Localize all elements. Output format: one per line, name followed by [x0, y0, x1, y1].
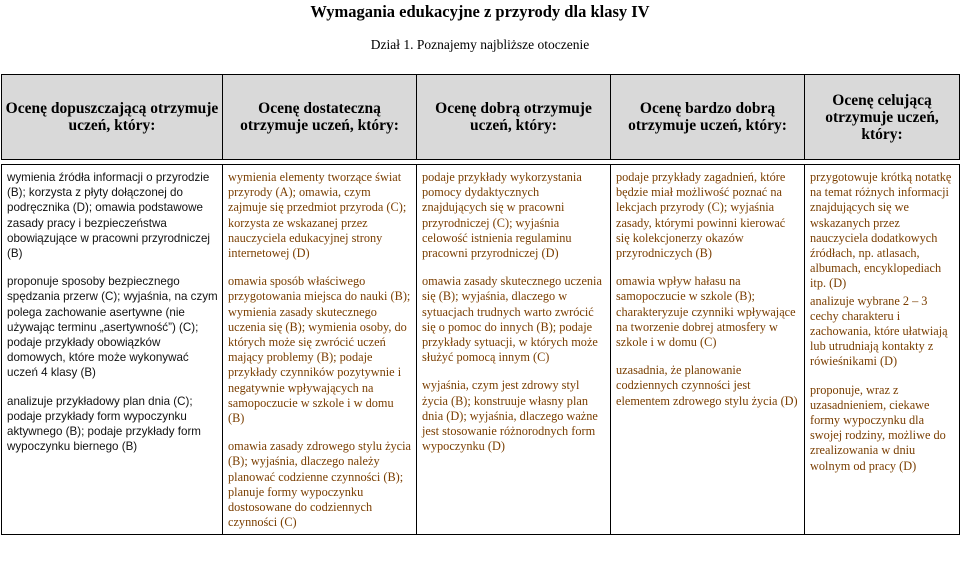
requirement-text: proponuje sposoby bezpiecznego spędzania przerw (C); wyjaśnia, na czym polega zachowanie asertywne (nie używając terminu „asertywność”) (C); podaje przykłady obowiązków domowych, które może wykonywać uczeń 4 klasy (B): [7, 275, 218, 380]
grade-header-dobra: Ocenę dobrą otrzymuje uczeń, który:: [417, 75, 611, 160]
requirement-text: wyjaśnia, czym jest zdrowy styl życia (B); konstruuje własny plan dnia (D); wyjaśnia, dlaczego ważne jest stosowanie różnorodnych form wypoczynku (D): [422, 378, 598, 454]
requirement-text: wymienia elementy tworzące świat przyrody (A); omawia, czym zajmuje się przedmiot przyroda (C); korzysta ze wskazanej przez nauczyciela edukacyjnej strony internetowej (D): [228, 170, 407, 261]
requirement-text: omawia zasady skutecznego uczenia się (B); wyjaśnia, dlaczego w sytuacjach trudnych warto zwrócić się o pomoc do innych (B); podaje przykłady sytuacji, w których może służyć pomocą innym (C): [422, 274, 602, 365]
requirement-text: analizuje przykładowy plan dnia (C); podaje przykłady form wypoczynku aktywnego (B); podaje przykłady form wypoczynku biernego (B): [7, 394, 201, 454]
grade-header-celujaca: Ocenę celującą otrzymuje uczeń, który:: [805, 75, 960, 160]
grade-header-dopuszczajaca: Ocenę dopuszczającą otrzymuje uczeń, który:: [2, 75, 223, 160]
requirement-text: podaje przykłady zagadnień, które będzie miał możliwość poznać na lekcjach przyrody (C); wyjaśnia zasady, którymi powinni kierować się kolekcjonerzy okazów przyrodniczych (B): [616, 170, 786, 261]
page-title: Wymagania edukacyjne z przyrody dla klasy IV: [310, 2, 650, 21]
cell-dostateczna: [223, 165, 417, 535]
grade-header-bardzo-dobra: Ocenę bardzo dobrą otrzymuje uczeń, który:: [611, 75, 805, 160]
cell-dopuszczajaca: [2, 165, 223, 535]
requirements-table: [1, 74, 960, 535]
requirement-text: analizuje wybrane 2 – 3 cechy charakteru i zachowania, które ułatwiają lub utrudniają kontakty z rówieśnikami (D): [810, 293, 948, 369]
cell-dobra: [417, 165, 611, 535]
section-title: Dział 1. Poznajemy najbliższe otoczenie: [370, 37, 590, 52]
cell-celujaca: [805, 165, 960, 535]
requirement-text: omawia wpływ hałasu na samopoczucie w szkole (B); charakteryzuje czynniki wpływające na tworzenie dobrej atmosfery w szkole i w domu (C): [616, 274, 796, 350]
cell-bardzo-dobra: [611, 165, 805, 535]
requirement-text: wymienia źródła informacji o przyrodzie (B); korzysta z płyty dołączonej do podręcznika (D); omawia podstawowe zasady pracy i bezpieczeństwa obowiązujące w pracowni przyrodniczej (B): [7, 171, 210, 261]
requirement-text: omawia sposób właściwego przygotowania miejsca do nauki (B); wymienia zasady skutecznego uczenia się (B); wymienia osoby, do których może się zwrócić uczeń mający problemy (B); podaje przykłady czynników pozytywnie i negatywnie wpływających na samopoczucie w szkole i w domu (B): [228, 274, 411, 426]
requirement-text: omawia zasady zdrowego stylu życia (B); wyjaśnia, dlaczego należy planować codzienne czynności (B); planuje formy wypoczynku dostosowane do codziennych czynności (C): [228, 439, 412, 530]
grade-header-dostateczna: Ocenę dostateczną otrzymuje uczeń, który:: [223, 75, 417, 160]
requirement-text: podaje przykłady wykorzystania pomocy dydaktycznych znajdujących się w pracowni przyrodniczej (C); wyjaśnia celowość istnienia regulaminu pracowni przyrodniczej (D): [422, 170, 582, 261]
requirement-text: przygotowuje krótką notatkę na temat różnych informacji znajdujących się we wskazanych przez nauczyciela dodatkowych źródłach, np. atlasach, albumach, encyklopediach itp. (D): [810, 170, 952, 291]
requirement-text: proponuje, wraz z uzasadnieniem, ciekawe formy wypoczynku dla swojej rodziny, możliwe do zrealizowania w dniu wolnym od pracy (D): [810, 382, 946, 473]
grade-header-row: [2, 75, 960, 160]
requirements-row: [2, 165, 960, 535]
requirement-text: uzasadnia, że planowanie codziennych czynności jest elementem zdrowego stylu życia (D): [616, 363, 798, 408]
